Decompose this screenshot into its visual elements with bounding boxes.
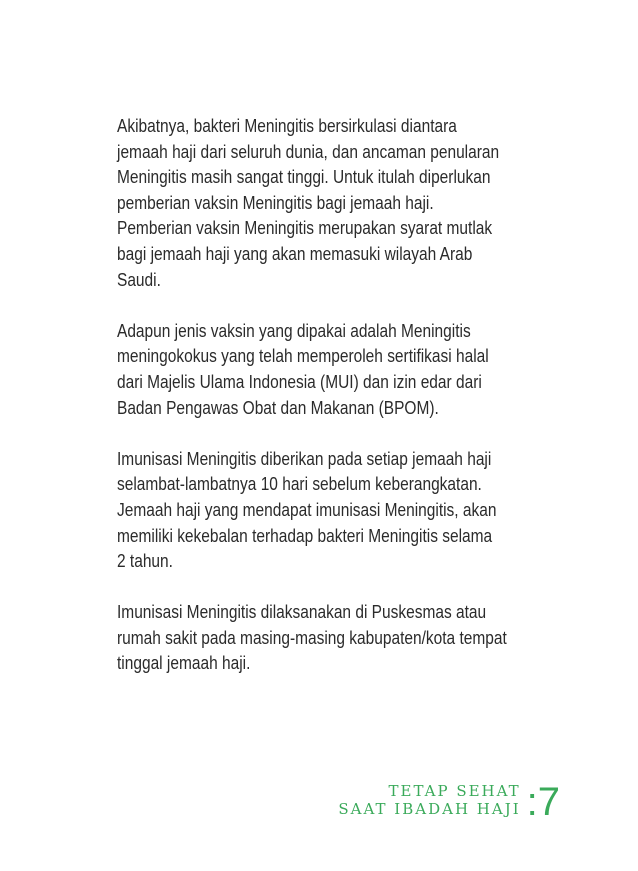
text-line: Adapun jenis vaksin yang dipakai adalah Meningitis	[117, 320, 471, 341]
paragraph-2	[117, 319, 587, 421]
text-line: Saudi.	[117, 269, 161, 290]
page-number: :7	[526, 780, 560, 824]
text-line: selambat-lambatnya 10 hari sebelum keberangkatan.	[117, 474, 482, 495]
text-line: Imunisasi Meningitis dilaksanakan di Puskesmas atau	[117, 602, 487, 623]
text-line: Meningitis masih sangat tinggi. Untuk itulah diperlukan	[117, 167, 491, 188]
text-line: memiliki kekebalan terhadap bakteri Meningitis selama	[117, 525, 493, 546]
text-line: 2 tahun.	[117, 551, 173, 572]
text-line: Akibatnya, bakteri Meningitis bersirkulasi diantara	[117, 116, 457, 136]
body-text	[117, 114, 587, 703]
footer-title-line-2: SAAT IBADAH HAJI	[338, 800, 521, 818]
text-line: rumah sakit pada masing-masing kabupaten/kota tempat	[117, 627, 507, 648]
text-line: jemaah haji dari seluruh dunia, dan ancaman penularan	[117, 141, 500, 162]
text-line: tinggal jemaah haji.	[117, 653, 251, 674]
text-line: Badan Pengawas Obat dan Makanan (BPOM).	[117, 397, 439, 418]
text-line: Imunisasi Meningitis diberikan pada setiap jemaah haji	[117, 448, 492, 469]
footer-title	[338, 782, 520, 822]
page-footer	[338, 772, 560, 822]
text-line: pemberian vaksin Meningitis bagi jemaah haji.	[117, 192, 434, 213]
paragraph-3	[117, 447, 587, 575]
paragraph-1	[117, 114, 587, 293]
footer-title-line-1: TETAP SEHAT	[388, 782, 521, 800]
text-line: Pemberian vaksin Meningitis merupakan syarat mutlak	[117, 218, 493, 239]
text-line: meningokokus yang telah memperoleh sertifikasi halal	[117, 346, 489, 367]
text-line: dari Majelis Ulama Indonesia (MUI) dan izin edar dari	[117, 371, 482, 392]
paragraph-4	[117, 600, 587, 677]
text-line: bagi jemaah haji yang akan memasuki wilayah Arab	[117, 243, 473, 264]
text-line: Jemaah haji yang mendapat imunisasi Meningitis, akan	[117, 499, 497, 520]
